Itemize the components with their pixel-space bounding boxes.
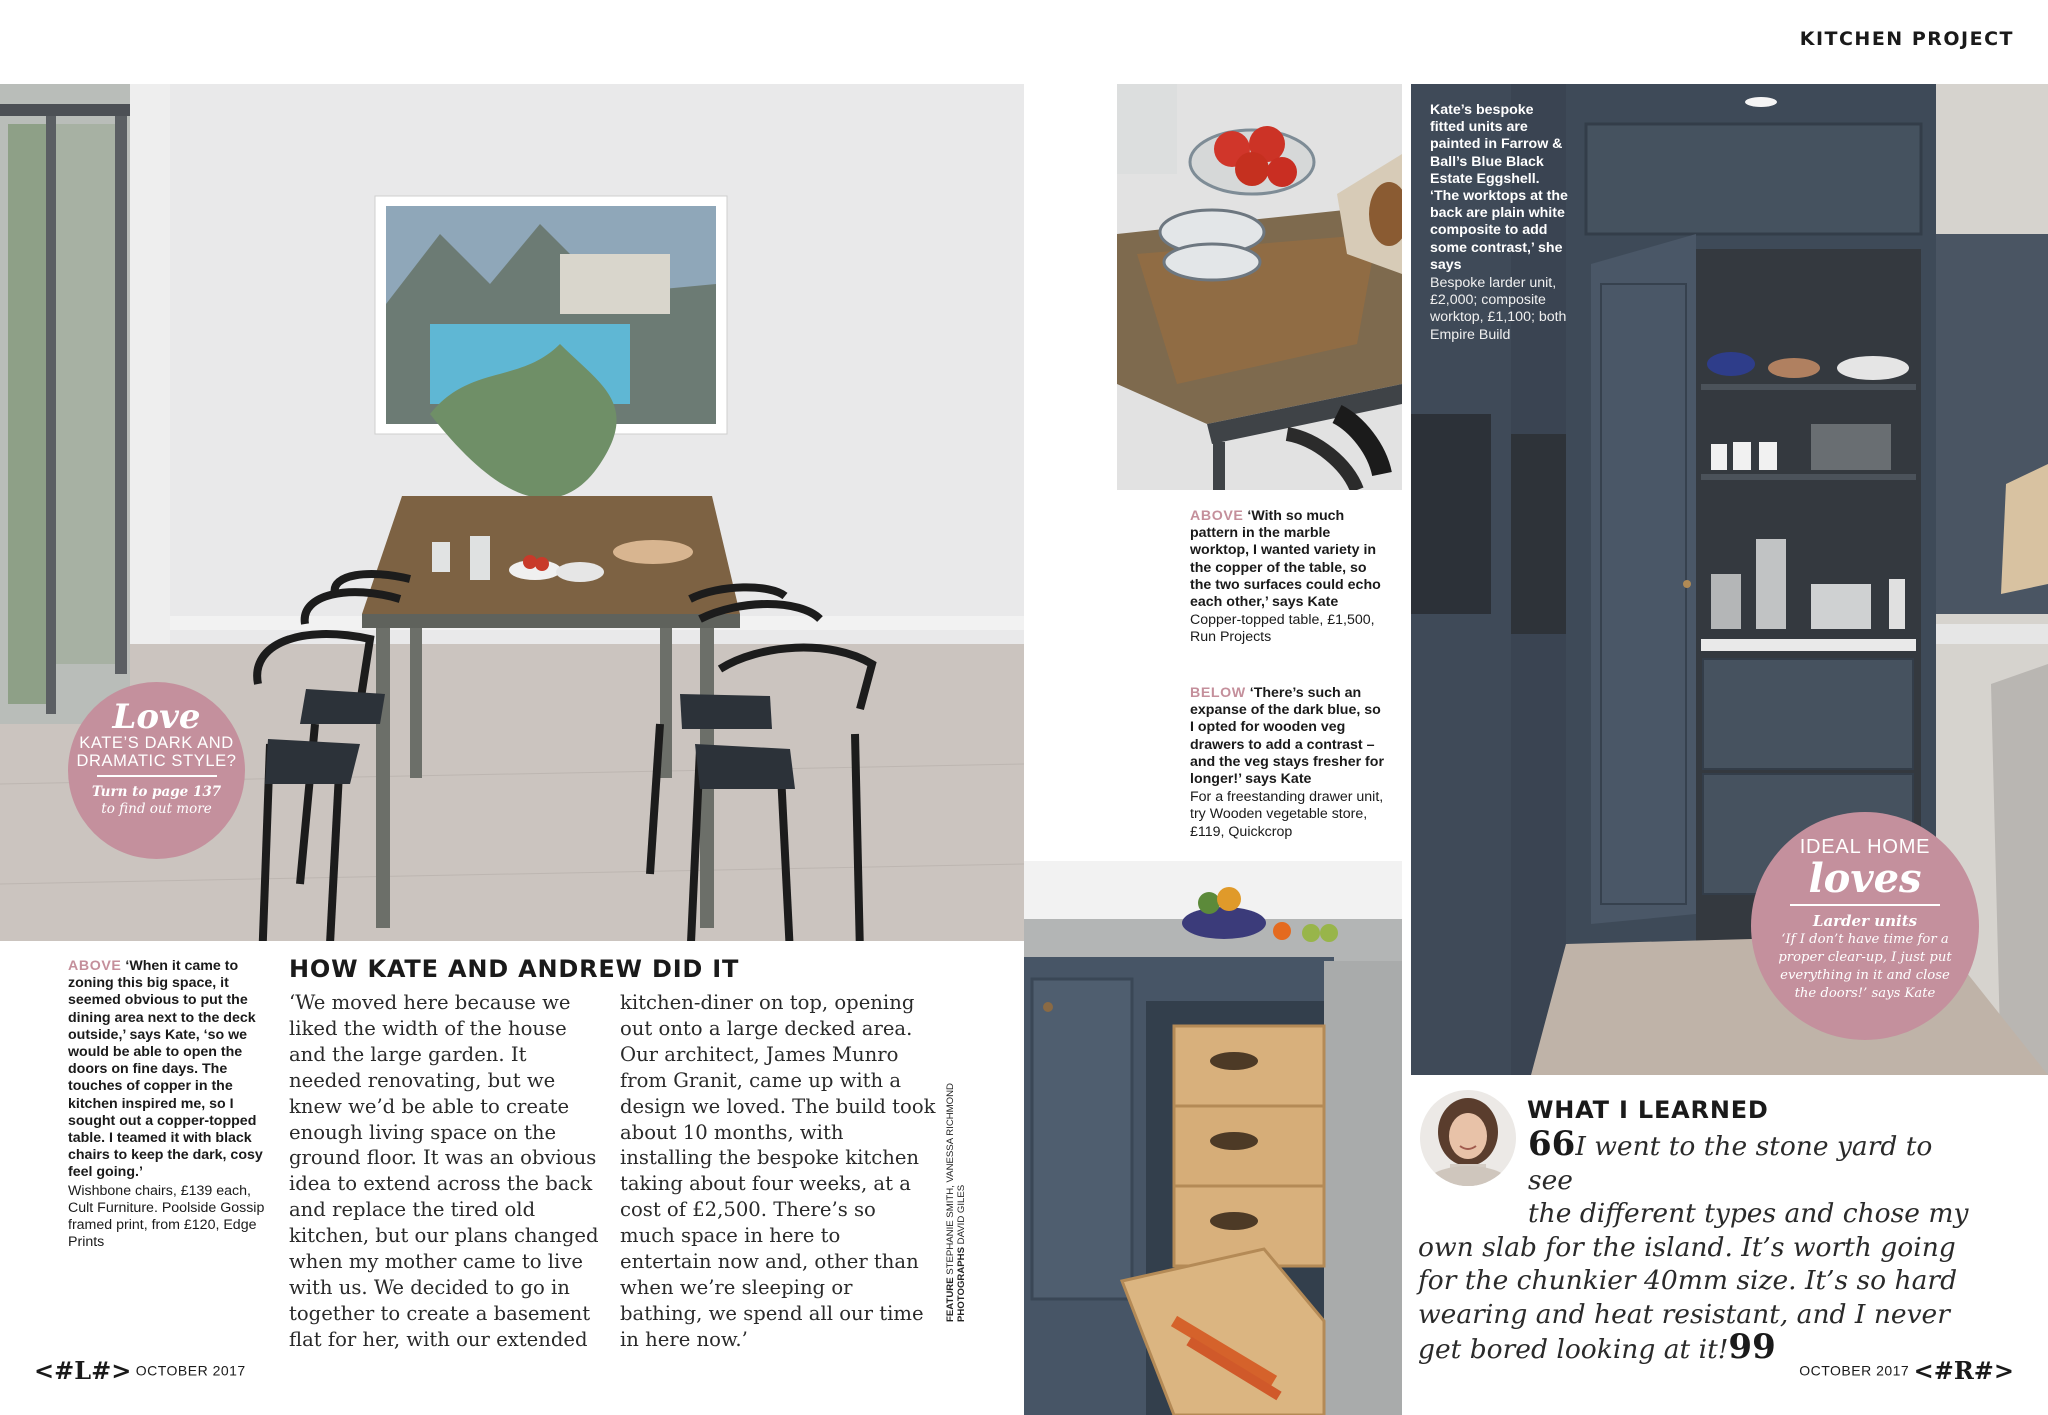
article-column-1: ‘We moved here because we liked the width of the house and the large garden. It needed renovating, but we knew we’d be able to create enough living space on the ground floor. It was an obvious idea to extend across the back and replace the tired old kitchen, but our plans changed when my mother came to live with us. We decided to go in together to create a basement flat for her, with our extended <box>289 991 599 1351</box>
magazine-logo: <#R#> <box>1913 1356 2014 1385</box>
caption-below-island <box>1190 685 1385 841</box>
caption-keyword: ABOVE <box>1190 508 1244 524</box>
copper-table-photo <box>1117 84 1402 490</box>
credit-photos: DAVID GILES <box>955 1184 967 1245</box>
caption-quote: ‘When it came to zoning this big space, it seemed obvious to put the dining area next to the deck outside,’ says Kate, ‘so we would be able to open the doors on fine days. The touches of copper in the kitchen inspired me, so I sought out a copper-topped table. I teamed it with black chairs to keep the dark, cosy feel going.’ <box>68 958 263 1181</box>
badge-text: ‘If I don’t have time for a proper clear-up, I just put everything in it and close the doors!’ says Kate <box>1778 932 1952 1001</box>
credit-feature-label: FEATURE <box>945 1277 956 1322</box>
badge-divider <box>97 775 217 777</box>
kitchen-island-drawers-photo <box>1024 861 1402 1415</box>
section-title: KITCHEN PROJECT <box>1799 28 2014 50</box>
quote-rest: own slab for the island. It’s worth going for the chunkier 40mm size. It’s so hard wearing and heat resistant, and I never get bored looking at it! <box>1418 1231 1958 1365</box>
magazine-logo: <#L#> <box>34 1356 132 1385</box>
caption-above-table <box>1190 508 1385 647</box>
badge-line-1: IDEAL HOME <box>1799 836 1931 858</box>
caption-quote: ‘With so much pattern in the marble worktop, I wanted variety in the copper of the table, so the two surfaces could echo each other,’ says Kate <box>1190 508 1381 611</box>
badge-line-1: KATE’S DARK AND <box>79 734 234 752</box>
ideal-home-loves-badge <box>1751 812 1979 1040</box>
badge-subtitle: Larder units <box>1812 912 1918 930</box>
badge-page-link: Turn to page 137 <box>91 784 222 800</box>
caption-products: For a freestanding drawer unit, try Wooden vegetable store, £119, Quickcrop <box>1190 789 1384 840</box>
issue-date: OCTOBER 2017 <box>135 1362 246 1379</box>
article-headline: HOW KATE AND ANDREW DID IT <box>289 955 740 983</box>
issue-date: OCTOBER 2017 <box>1799 1362 1910 1379</box>
caption-above-dining <box>68 958 278 1251</box>
open-quote-mark: 66 <box>1528 1124 1576 1164</box>
caption-quote: Kate’s bespoke fitted units are painted in Farrow & Ball’s Blue Black Estate Eggshell. ‘The worktops at the back are plain white composite to add some contrast,’ she says <box>1430 102 1568 273</box>
credit-feature: STEPHANIE SMITH, VANESSA RICHMOND <box>945 1083 956 1275</box>
article-column-2: kitchen-diner on top, opening out onto a large decked area. Our architect, James Munro from Granit, came up with a design we loved. The build took about 10 months, with installing the bespoke kitchen taking about four weeks, at a cost of £2,500. There’s so much space in here to entertain now and, other than when we’re sleeping or bathing, we spend all our time in here now.’ <box>620 991 936 1351</box>
caption-products: Copper-topped table, £1,500, Run Projects <box>1190 612 1375 646</box>
love-badge[interactable] <box>68 682 245 859</box>
caption-quote: ‘There’s such an expanse of the dark blue, so I opted for wooden veg drawers to add a contrast – and the veg stays fresher for longer!’ says Kate <box>1190 685 1384 788</box>
quote-line-2: the different types and chose my <box>1528 1198 1969 1229</box>
what-i-learned-title: WHAT I LEARNED <box>1527 1096 1769 1124</box>
badge-divider <box>1790 904 1940 906</box>
photo-credits <box>946 1082 967 1322</box>
caption-keyword: BELOW <box>1190 685 1246 701</box>
what-i-learned-quote <box>1418 1124 1978 1367</box>
caption-products: Bespoke larder unit, £2,000; composite worktop, £1,100; both Empire Build <box>1430 275 1567 343</box>
badge-title: Love <box>112 697 201 737</box>
badge-title: loves <box>1808 855 1922 902</box>
close-quote-mark: 99 <box>1728 1327 1776 1367</box>
folio-right <box>1799 1356 2014 1385</box>
badge-line-2: DRAMATIC STYLE? <box>76 752 237 770</box>
caption-larder <box>1430 102 1570 344</box>
badge-page-link-sub: to find out more <box>101 801 212 817</box>
folio-left <box>34 1356 246 1385</box>
caption-keyword: ABOVE <box>68 958 122 974</box>
caption-products: Wishbone chairs, £139 each, Cult Furniture. Poolside Gossip framed print, from £120, Edge Prints <box>68 1182 265 1251</box>
credit-photos-label: PHOTOGRAPHS <box>955 1247 967 1322</box>
quote-line-1: I went to the stone yard to see <box>1528 1131 1933 1196</box>
